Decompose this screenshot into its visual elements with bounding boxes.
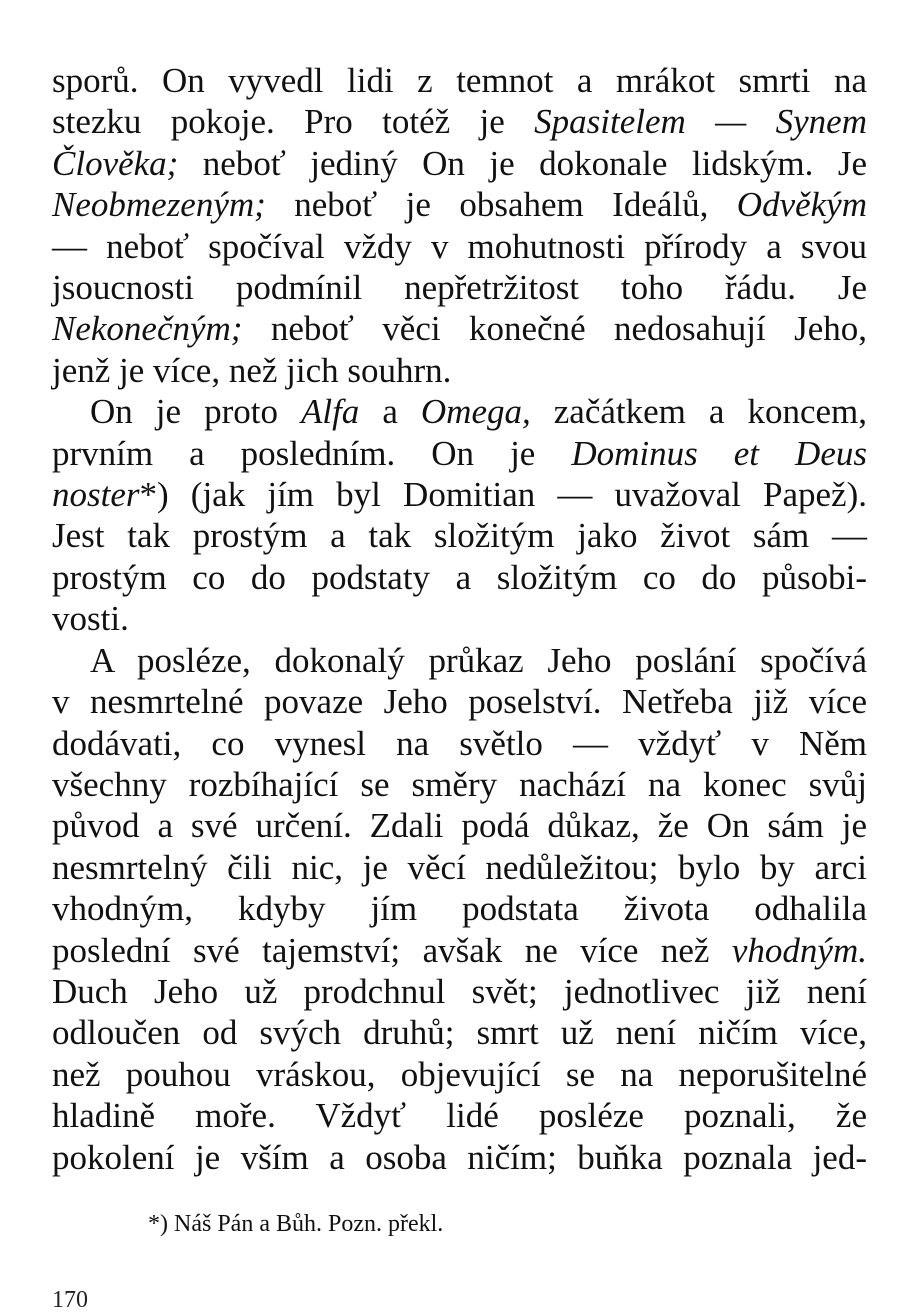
- text-span: odloučen od svých druhů; smrt už není ničím více,: [52, 1013, 867, 1053]
- text-span: — neboť spočíval vždy v mohutnosti přírody a svou: [52, 226, 867, 266]
- text-span: On je proto: [90, 392, 301, 432]
- italic-term: Spasitelem — Synem: [534, 102, 867, 142]
- text-span: než pouhou vráskou, objevující se na neporušitelné: [52, 1054, 867, 1094]
- text-span: prvním a posledním. On je: [52, 433, 572, 473]
- text-line: [52, 101, 867, 142]
- italic-term: Nekonečným;: [52, 309, 243, 349]
- text-line: [52, 598, 867, 639]
- text-span: *) (jak jím byl Domitian — uvažoval Papež).: [139, 475, 867, 515]
- text-span: pokolení je vším a osoba ničím; buňka poznala jed-: [52, 1137, 867, 1177]
- text-span: neboť věci konečné nedosahují Jeho,: [242, 309, 867, 349]
- italic-term: Alfa: [300, 392, 360, 432]
- text-span: všechny rozbíhající se směry nachází na konec svůj: [52, 764, 867, 804]
- footnote: *) Náš Pán a Bůh. Pozn. překl.: [148, 1211, 444, 1237]
- text-span: Jest tak prostým a tak složitým jako život sám —: [52, 516, 867, 556]
- text-line: [52, 60, 867, 101]
- text-span: sporů. On vyvedl lidi z temnot a mrákot smrti na: [52, 61, 867, 100]
- text-span: dodávati, co vynesl na světlo — vždyť v Něm: [52, 723, 867, 763]
- text-line: [52, 226, 867, 267]
- text-span: začátkem a koncem,: [530, 392, 867, 432]
- text-span: stezku pokoje. Pro totéž je: [52, 102, 535, 142]
- text-span: hladině moře. Vždyť lidé posléze poznali, že: [52, 1096, 867, 1136]
- text-span: neboť jediný On je dokonale lidským. Je: [178, 143, 867, 183]
- text-line: [52, 474, 867, 515]
- text-span: vosti.: [52, 599, 129, 639]
- text-line: [52, 847, 867, 888]
- text-line: [52, 350, 867, 391]
- text-line: [52, 888, 867, 929]
- text-span: jenž je více, než jich souhrn.: [52, 350, 452, 390]
- italic-term: vhodným.: [731, 930, 867, 970]
- text-line: [52, 557, 867, 598]
- text-span: vhodným, kdyby jím podstata života odhalila: [52, 889, 867, 929]
- text-span: jsoucnosti podmínil nepřetržitost toho řádu. Je: [52, 268, 867, 308]
- text-line: [52, 681, 867, 722]
- italic-term: Člověka;: [52, 143, 179, 183]
- text-line: [52, 143, 867, 184]
- text-line: [52, 515, 867, 556]
- paragraph-2: [52, 391, 867, 639]
- text-span: Duch Jeho už prodchnul svět; jednotlivec již není: [52, 971, 867, 1011]
- text-line: [52, 1137, 867, 1178]
- paragraph-3: [52, 640, 867, 1178]
- italic-term: Omega,: [420, 392, 531, 432]
- text-line: [52, 1095, 867, 1136]
- text-span: původ a své určení. Zdali podá důkaz, že On sám je: [52, 806, 867, 846]
- italic-term: Dominus et Deus: [571, 433, 867, 473]
- text-span: neboť je obsahem Ideálů,: [265, 185, 737, 225]
- text-span: nesmrtelný čili nic, je věcí nedůležitou; bylo by arci: [52, 847, 867, 887]
- text-span: prostým co do podstaty a složitým co do působi-: [52, 557, 867, 597]
- text-line: [52, 184, 867, 225]
- italic-term: Neobmezeným;: [52, 185, 266, 225]
- text-line: [52, 764, 867, 805]
- text-line: [52, 930, 867, 971]
- body-text: [52, 60, 867, 1178]
- text-span: poslední své tajemství; avšak ne více než: [52, 930, 732, 970]
- page-number: 170: [52, 1287, 88, 1313]
- text-line: [52, 433, 867, 474]
- text-line: [52, 308, 867, 349]
- text-span: a: [359, 392, 421, 432]
- text-line: [52, 267, 867, 308]
- text-line: [52, 971, 867, 1012]
- text-line: [52, 1054, 867, 1095]
- italic-term: Odvěkým: [736, 185, 867, 225]
- text-span: v nesmrtelné povaze Jeho poselství. Netřeba již více: [52, 682, 867, 722]
- paragraph-1: [52, 60, 867, 391]
- text-span: A posléze, dokonalý průkaz Jeho poslání spočívá: [90, 640, 867, 680]
- italic-term: noster: [52, 475, 140, 515]
- text-line: [52, 1012, 867, 1053]
- text-line: [52, 640, 867, 681]
- text-line: [52, 805, 867, 846]
- text-line: [52, 723, 867, 764]
- text-line: [52, 391, 867, 432]
